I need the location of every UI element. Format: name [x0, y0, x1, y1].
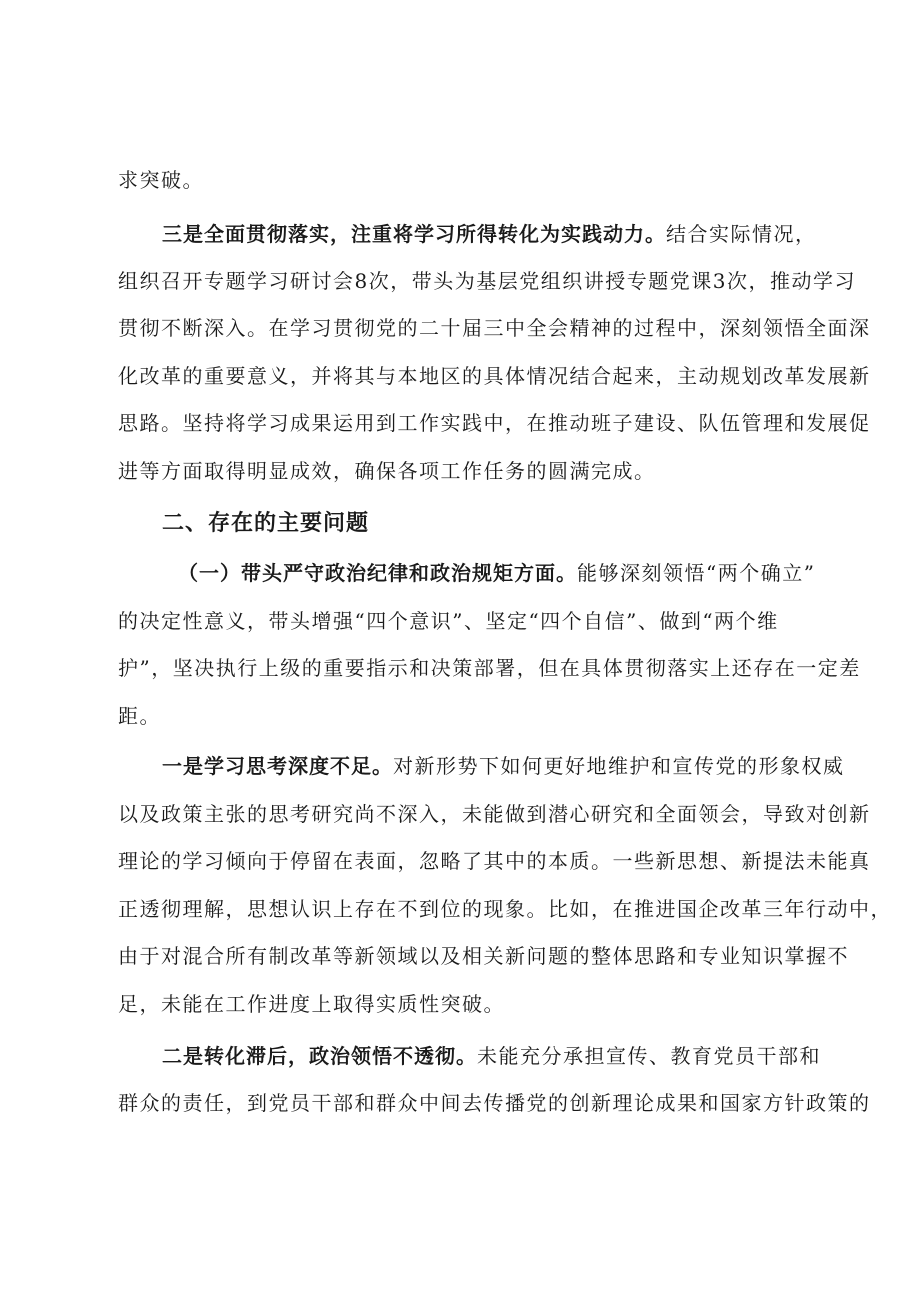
paragraph-line: 思路。坚持将学习成果运用到工作实践中，在推动班子建设、队伍管理和发展促 — [118, 411, 871, 435]
paragraph-line — [118, 168, 204, 192]
paragraph-lead: （一）带头严守政治纪律和政治规矩方面。 — [178, 561, 577, 585]
paragraph-line — [162, 222, 817, 246]
paragraph-line — [162, 1044, 821, 1068]
paragraph-line: 距。 — [118, 704, 161, 728]
paragraph-line: 进等方面取得明显成效，确保各项工作任务的圆满完成。 — [118, 459, 656, 483]
paragraph-line: 以及政策主张的思考研究尚不深入，未能做到潜心研究和全面领会，导致对创新 — [118, 802, 871, 826]
text: 能够深刻领悟“两个确立” — [577, 561, 816, 585]
paragraph-line: 由于对混合所有制改革等新领域以及相关新问题的整体思路和专业知识掌握不 — [118, 944, 849, 968]
text: 求突破。 — [118, 168, 204, 192]
text: 结合实际情况， — [666, 222, 817, 246]
paragraph-line: 足，未能在工作进度上取得实质性突破。 — [118, 992, 505, 1016]
paragraph-line: 护”，坚决执行上级的重要指示和决策部署，但在具体贯彻落实上还存在一定差 — [118, 656, 861, 680]
text: 未能充分承担宣传、教育党员干部和 — [477, 1044, 821, 1068]
paragraph-lead: 三是全面贯彻落实，注重将学习所得转化为实践动力。 — [162, 222, 666, 246]
paragraph-line: 化改革的重要意义，并将其与本地区的具体情况结合起来，主动规划改革发展新 — [118, 364, 871, 388]
paragraph-line: 理论的学习倾向于停留在表面，忽略了其中的本质。一些新思想、新提法未能真 — [118, 849, 871, 873]
paragraph-line: 的决定性意义，带头增强“四个意识”、坚定“四个自信”、做到“两个维 — [118, 609, 779, 633]
paragraph-line: 正透彻理解，思想认识上存在不到位的现象。比如，在推进国企改革三年行动中， — [118, 897, 892, 921]
paragraph-line — [178, 561, 815, 585]
section-heading: 二、存在的主要问题 — [162, 511, 370, 536]
paragraph-lead: 一是学习思考深度不足。 — [162, 754, 393, 778]
paragraph-line: 组织召开专题学习研讨会8次，带头为基层党组织讲授专题党课3次，推动学习 — [118, 269, 856, 293]
paragraph-lead: 二是转化滞后，政治领悟不透彻。 — [162, 1044, 477, 1068]
paragraph-line: 贯彻不断深入。在学习贯彻党的二十届三中全会精神的过程中，深刻领悟全面深 — [118, 316, 871, 340]
text: 对新形势下如何更好地维护和宣传党的形象权威 — [393, 754, 845, 778]
paragraph-line: 群众的责任，到党员干部和群众中间去传播党的创新理论成果和国家方针政策的 — [118, 1091, 871, 1115]
paragraph-line — [162, 754, 845, 778]
